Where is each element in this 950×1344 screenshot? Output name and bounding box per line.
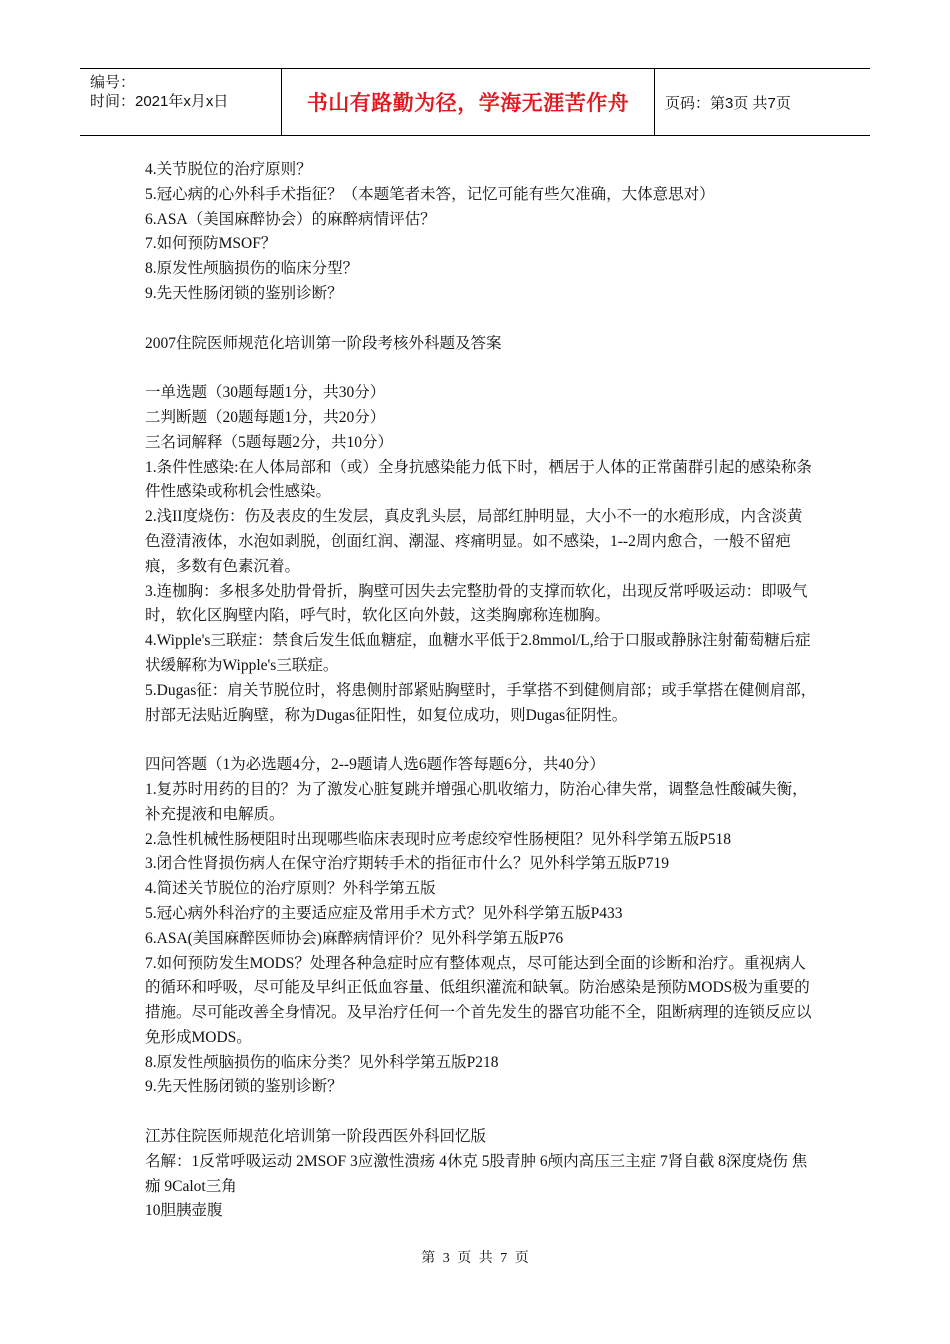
spacer [145,356,817,381]
spacer [145,728,817,753]
motto-text: 书山有路勤为径，学海无涯苦作舟 [306,91,630,115]
jiangsu-terms: 名解：1反常呼吸运动 2MSOF 3应激性溃疡 4休克 5股青肿 6颅内高压三主症 7肾自截 8深度烧伤 焦痂 9Calot三角 [145,1152,808,1195]
section-header: 三名词解释（5题每题2分，共10分） [145,433,394,451]
qa-item: 8.原发性颅脑损伤的临床分类？见外科学第五版P218 [145,1053,499,1071]
question-line: 5.冠心病的心外科手术指征？（本题笔者未答，记忆可能有些欠准确，大体意思对） [145,185,715,203]
qa-item: 6.ASA(美国麻醉医师协会)麻醉病情评价？见外科学第五版P76 [145,929,564,947]
definition-item: 1.条件性感染:在人体局部和（或）全身抗感染能力低下时，栖居于人体的正常菌群引起的感染称条件性感染或称机会性感染。 [145,458,812,501]
spacer [145,307,817,332]
question-line: 4.关节脱位的治疗原则？ [145,161,312,178]
qa-item: 2.急性机械性肠梗阻时出现哪些临床表现时应考虑绞窄性肠梗阻？见外科学第五版P518 [145,830,731,848]
header-motto-cell [281,69,655,135]
page-info: 页码：第3页 共7页 [665,94,791,112]
definition-item: 4.Wipple's三联症：禁食后发生低血糖症，血糖水平低于2.8mmol/L,给于口服或静脉注射葡萄糖后症状缓解称为Wipple's三联症。 [145,632,811,674]
qa-item: 9.先天性肠闭锁的鉴别诊断？ [145,1078,343,1096]
definition-item: 2.浅II度烧伤：伤及表皮的生发层，真皮乳头层，局部红肿明显，大小不一的水疱形成，内含淡黄色澄清液体，水泡如剥脱，创面红润、潮湿、疼痛明显。如不感染，1--2周内愈合，一般不留疤痕，多数有色素沉着。 [145,508,803,575]
qa-item: 1.复苏时用药的目的？为了激发心脏复跳并增强心肌收缩力，防治心律失常，调整急性酸碱失衡，补充提液和电解质。 [145,780,808,823]
page-footer: 第 3 页 共 7 页 [421,1251,529,1266]
section-title-2007: 2007住院医师规范化培训第一阶段考核外科题及答案 [145,334,502,352]
question-line: 8.原发性颅脑损伤的临床分型？ [145,260,359,278]
header-page-cell [655,69,870,135]
page-header [80,68,870,136]
question-line: 7.如何预防MSOF？ [145,235,277,253]
question-line: 6.ASA（美国麻醉协会）的麻醉病情评估？ [145,210,436,228]
jiangsu-section-title: 江苏住院医师规范化培训第一阶段西医外科回忆版 [145,1128,487,1146]
doc-number-label: 编号： [90,74,136,91]
definition-item: 5.Dugas征：肩关节脱位时，将患侧肘部紧贴胸壁时，手掌搭不到健侧肩部；或手掌搭在健侧肩部，肘部无法贴近胸壁，称为Dugas征阳性，如复位成功，则Dugas征阴性。 [145,681,817,724]
qa-section-header: 四问答题（1为必选题4分，2--9题请人选6题作答每题6分，共40分） [145,756,605,774]
document-body [145,158,817,1224]
jiangsu-last-term: 10胆胰壶腹 [145,1202,223,1220]
header-left-cell [80,69,281,135]
date-label: 时间：2021年x月x日 [90,93,229,110]
qa-item: 5.冠心病外科治疗的主要适应症及常用手术方式？见外科学第五版P433 [145,904,623,922]
qa-item: 4.简述关节脱位的治疗原则？外科学第五版 [145,880,436,898]
spacer [145,1100,817,1125]
qa-item: 7.如何预防发生MODS？处理各种急症时应有整体观点，尽可能达到全面的诊断和治疗。重视病人的循环和呼吸，尽可能及早纠正低血容量、低组织灌流和缺氧。防治感染是预防MODS极为重要的措施。尽可能改善全身情况。及早治疗任何一个首先发生的器官功能不全，阻断病理的连锁反应以免形成MODS。 [145,954,812,1046]
question-line: 9.先天性肠闭锁的鉴别诊断？ [145,284,343,302]
definition-item: 3.连枷胸：多根多处肋骨骨折，胸壁可因失去完整肋骨的支撑而软化，出现反常呼吸运动：即吸气时，软化区胸壁内陷，呼气时，软化区向外鼓，这类胸廓称连枷胸。 [145,582,808,625]
section-header: 二判断题（20题每题1分，共20分） [145,408,386,426]
qa-item: 3.闭合性肾损伤病人在保守治疗期转手术的指征市什么？见外科学第五版P719 [145,855,669,873]
section-header: 一单选题（30题每题1分，共30分） [145,384,386,402]
